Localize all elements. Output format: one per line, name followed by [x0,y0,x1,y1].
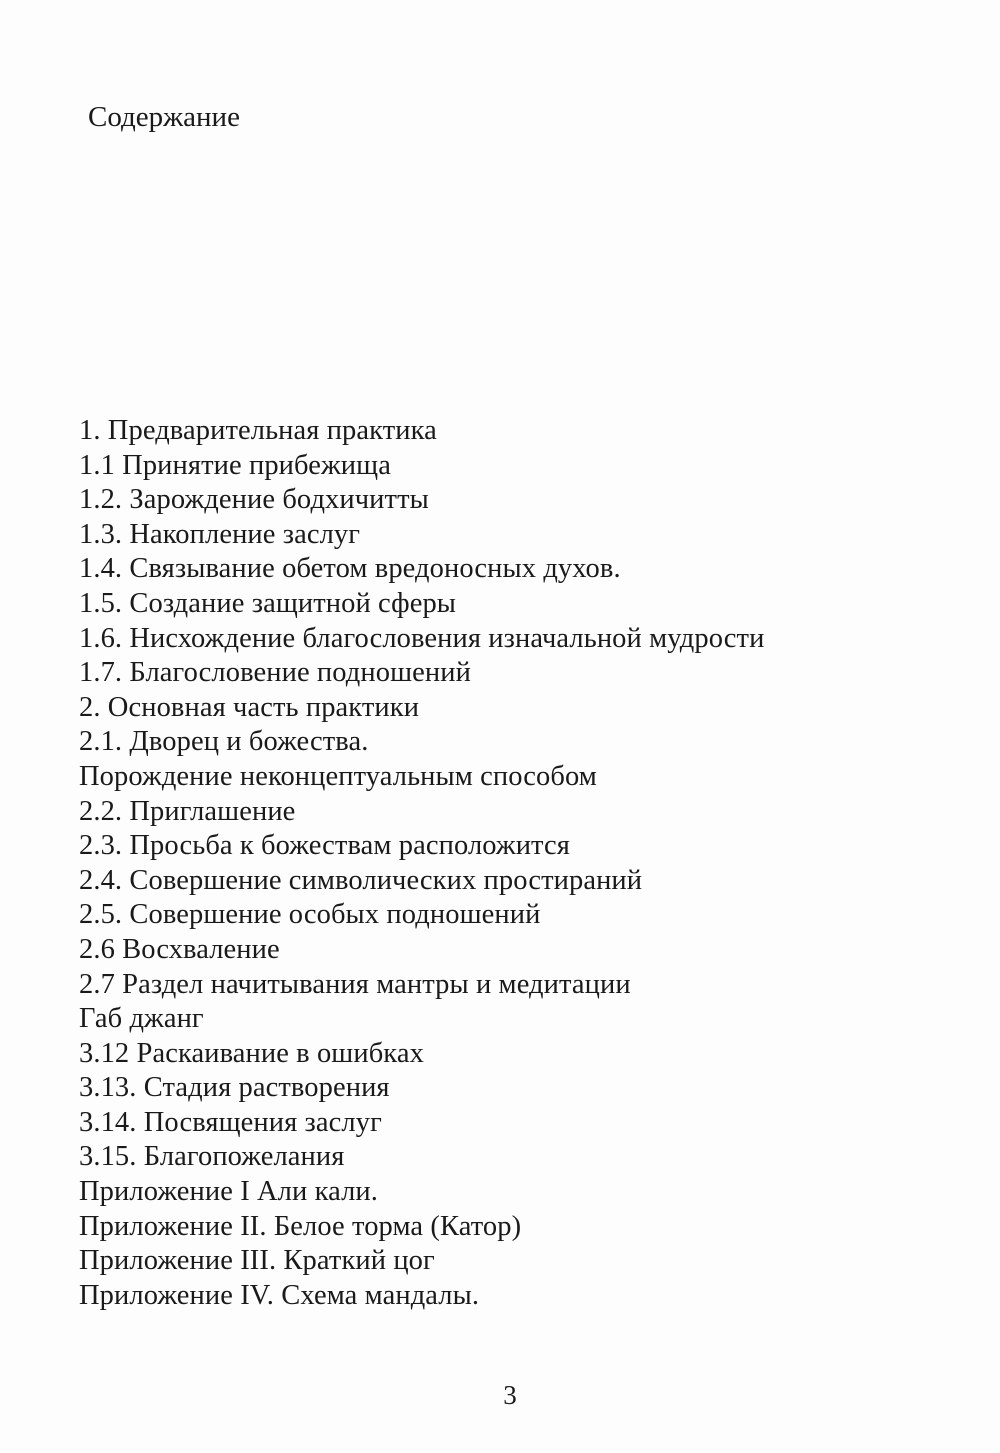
toc-entry: Приложение II. Белое торма (Катор) [79,1210,522,1242]
toc-entry: Приложение III. Краткий цог [79,1245,435,1277]
table-of-contents [79,414,764,1313]
toc-entry: 1.3. Накопление заслуг [79,518,361,550]
toc-entry: 1. Предварительная практика [79,415,437,446]
toc-entry: Приложение I Али кали. [79,1176,379,1208]
toc-entry: 3.12 Раскаивание в ошибках [79,1037,424,1069]
toc-entry: Приложение IV. Схема мандалы. [79,1279,480,1311]
toc-entry: 1.2. Зарождение бодхичитты [79,484,429,516]
toc-entry: Габ джанг [79,1003,204,1035]
toc-entry: Порождение неконцептуальным способом [79,760,597,792]
toc-entry: 3.14. Посвящения заслуг [79,1106,382,1138]
toc-entry: 2.5. Совершение особых подношений [79,899,541,931]
toc-entry: 1.7. Благословение подношений [79,657,471,689]
toc-entry: 2.7 Раздел начитывания мантры и медитации [79,968,631,1000]
toc-entry: 2.4. Совершение символических простираний [79,864,643,896]
toc-entry: 2.6 Восхваление [79,933,280,965]
toc-entry: 3.13. Стадия растворения [79,1072,390,1104]
toc-entry: 1.4. Связывание обетом вредоносных духов. [79,553,621,585]
toc-entry: 2. Основная часть практики [79,691,420,723]
toc-entry: 2.3. Просьба к божествам расположится [79,830,570,862]
toc-entry: 1.1 Принятие прибежища [79,449,391,481]
toc-entry: 3.15. Благопожелания [79,1141,345,1173]
toc-entry: 1.5. Создание защитной сферы [79,587,457,619]
page-number: 3 [503,1380,517,1410]
toc-entry: 1.6. Нисхождение благословения изначальной мудрости [79,622,765,654]
toc-entry: 2.2. Приглашение [79,795,296,827]
page-title: Содержание [88,101,240,133]
toc-entry: 2.1. Дворец и божества. [79,726,369,758]
